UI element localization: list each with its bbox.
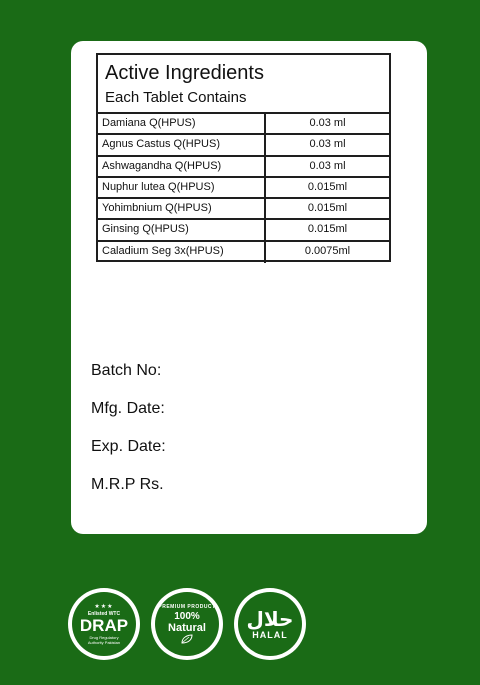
- drap-stars: ★★★: [94, 603, 114, 610]
- ingredient-dose: 0.015ml: [307, 180, 348, 193]
- ingredient-name: Caladium Seg 3x(HPUS): [98, 242, 266, 263]
- halal-badge: [234, 588, 306, 660]
- batch-fields: [91, 359, 166, 511]
- drap-badge: [68, 588, 140, 660]
- ingredient-name: Yohimbnium Q(HPUS): [98, 199, 266, 218]
- ingredient-name: Ginsing Q(HPUS): [98, 220, 266, 239]
- ingredient-dose: 0.015ml: [307, 202, 348, 215]
- drap-title: DRAP: [79, 615, 129, 635]
- mrp-label: M.R.P Rs.: [91, 476, 164, 493]
- ingredient-name: Ashwagandha Q(HPUS): [98, 157, 266, 176]
- ingredients-subtitle: Each Tablet Contains: [105, 89, 247, 106]
- drap-top-text: Enlisted WTC: [87, 610, 121, 617]
- ingredient-dose: 0.03 ml: [309, 159, 346, 172]
- leaf-icon: [180, 634, 194, 644]
- ingredient-name: Damiana Q(HPUS): [98, 114, 266, 133]
- ingredient-dose: 0.03 ml: [309, 138, 346, 151]
- ingredient-row: [98, 157, 389, 178]
- label-card: [71, 41, 427, 534]
- natural-badge: [151, 588, 223, 660]
- ingredients-title: Active Ingredients: [105, 62, 264, 84]
- exp-date-label: Exp. Date:: [91, 438, 166, 455]
- premium-product-text: PREMIUM PRODUCT: [158, 604, 216, 610]
- drap-sub-text: Authority Pakistan: [87, 639, 121, 645]
- ingredient-dose: 0.015ml: [307, 223, 348, 236]
- ingredient-row: [98, 220, 389, 241]
- batch-number-label: Batch No:: [91, 362, 162, 379]
- mfg-date-label: Mfg. Date:: [91, 400, 165, 417]
- ingredient-dose: 0.0075ml: [304, 244, 351, 257]
- ingredient-row: [98, 114, 389, 135]
- natural-label: Natural: [168, 622, 206, 634]
- halal-arabic: حلال: [246, 607, 294, 631]
- ingredient-name: Agnus Castus Q(HPUS): [98, 135, 266, 154]
- ingredient-dose: 0.03 ml: [309, 117, 346, 129]
- drap-sub-text: Drug Regulatory: [89, 634, 119, 640]
- ingredient-row: [98, 135, 389, 156]
- ingredient-row: [98, 178, 389, 199]
- ingredients-header: [98, 55, 389, 114]
- ingredients-table: [96, 53, 391, 262]
- ingredient-name: Nuphur lutea Q(HPUS): [98, 178, 266, 197]
- ingredient-row: [98, 199, 389, 220]
- natural-percent: 100%: [174, 611, 200, 622]
- halal-english: HALAL: [252, 630, 288, 640]
- ingredient-row: [98, 242, 389, 263]
